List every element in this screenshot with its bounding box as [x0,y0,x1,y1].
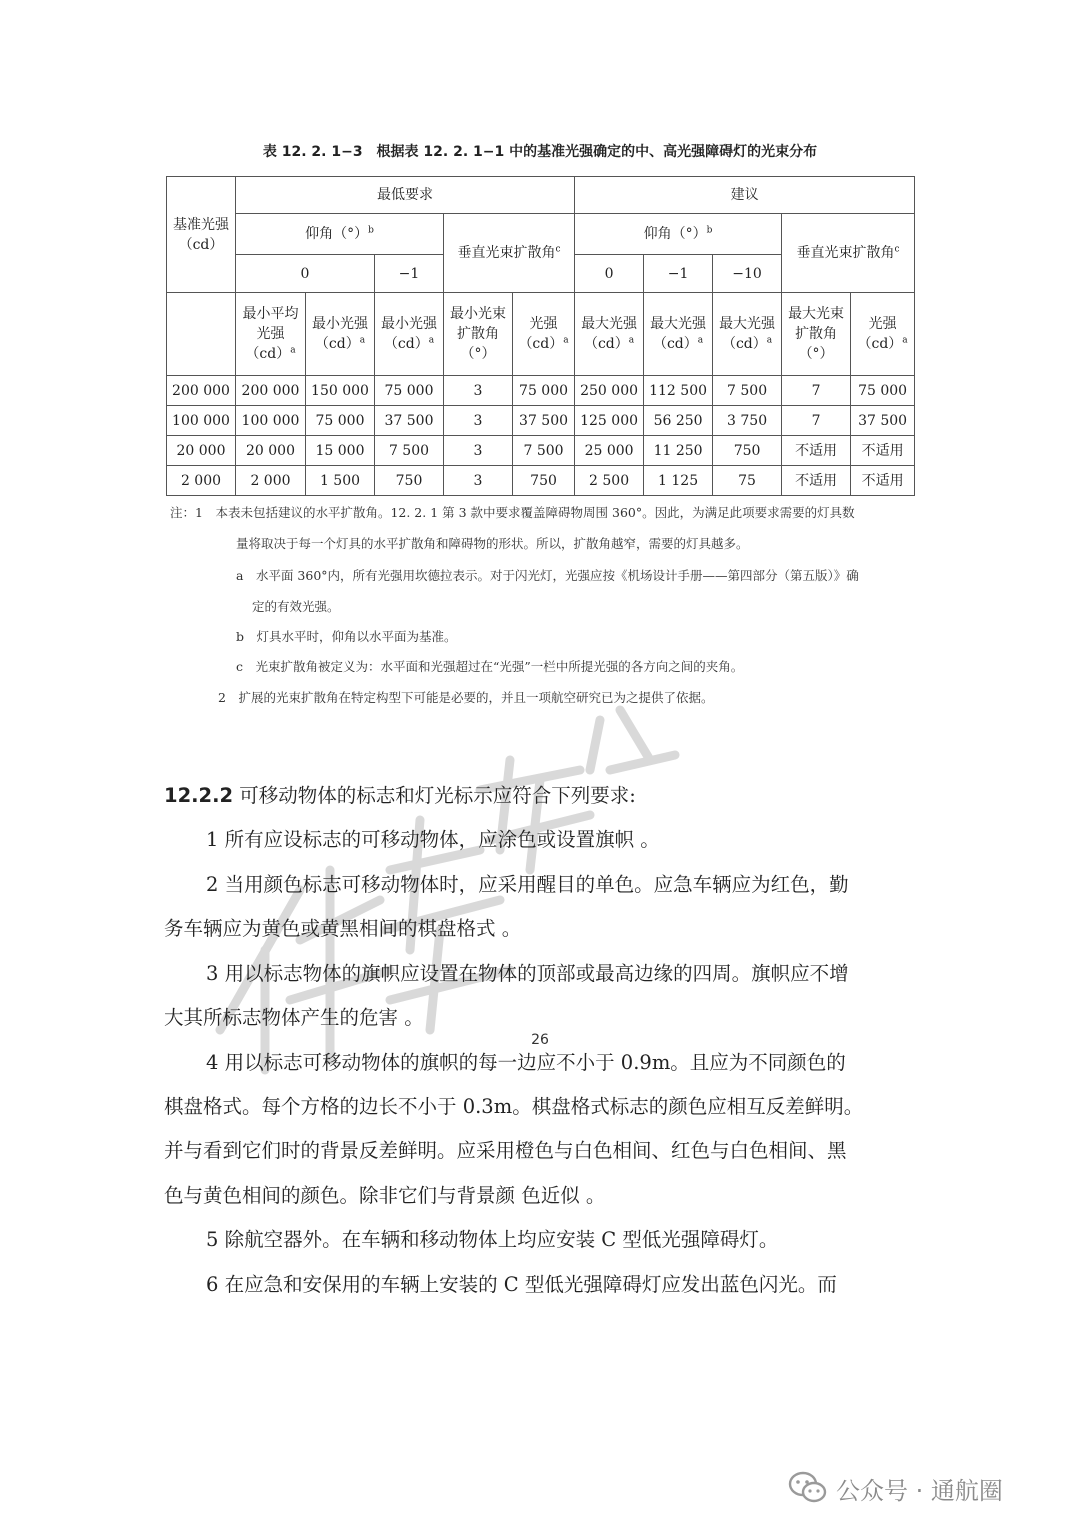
table-row [167,406,915,436]
item-2-line-1: 2 当用颜色标志可移动物体时，应采用醒目的单色。应急车辆应为红色，勤 [206,873,849,896]
table-cell: 7 [782,376,851,406]
elevation-rec-header: 仰角（°）$^b$ [575,214,782,255]
table-cell: 20 000 [167,436,236,466]
table-cell: 100 000 [167,406,236,436]
table-cell: 7 [782,406,851,436]
item-2-line-2: 务车辆应为黄色或黄黑相间的棋盘格式 。 [164,917,522,940]
table-cell: 25 000 [575,436,644,466]
table-cell: 75 000 [306,406,375,436]
table-cell: 150 000 [306,376,375,406]
note-c: c 光束扩散角被定义为：水平面和光强超过在“光强”一栏中所提光强的各方向之间的夹角。 [236,659,744,674]
table-cell: 3 [444,406,513,436]
wechat-brand [788,1468,1003,1508]
wechat-icon [788,1470,828,1506]
sub-max-spread: 最大光束 扩散角 （°） [782,293,851,376]
min-requirements-header: 最低要求 [236,177,575,214]
table-cell: 750 [713,436,782,466]
table-cell: 200 000 [236,376,306,406]
vspread-rec-header: 垂直光束扩散角$^c$ [782,214,915,293]
table-cell: 2 500 [575,466,644,496]
table-cell: 750 [375,466,444,496]
item-4-line-1: 4 用以标志可移动物体的旗帜的每一边应不小于 0.9m。且应为不同颜色的 [206,1051,846,1074]
elev-rec-neg10: −10 [713,255,782,293]
table-cell: 不适用 [782,436,851,466]
elev-rec-neg1: −1 [644,255,713,293]
note-b: b 灯具水平时，仰角以水平面为基准。 [236,629,457,644]
sub-min-avg: 最小平均 光强 （cd）$^a$ [236,293,306,376]
item-1: 1 所有应设标志的可移动物体，应涂色或设置旗帜 。 [206,828,660,851]
table-cell: 20 000 [236,436,306,466]
table-cell: 2 000 [167,466,236,496]
table-cell: 7 500 [713,376,782,406]
item-4-line-3: 并与看到它们时的背景反差鲜明。应采用橙色与白色相间、红色与白色相间、黑 [164,1139,847,1162]
table-cell: 37 500 [375,406,444,436]
table-row [167,436,915,466]
page-number: 26 [531,1032,549,1048]
sub-header-empty [167,293,236,376]
table-cell: 37 500 [513,406,575,436]
table-cell: 1 500 [306,466,375,496]
vspread-min-header: 垂直光束扩散角$^c$ [444,214,575,293]
table-cell: 11 250 [644,436,713,466]
sub-min-int-0: 最小光强 （cd）$^a$ [306,293,375,376]
table-cell: 75 000 [851,376,915,406]
item-3-line-1: 3 用以标志物体的旗帜应设置在物体的顶部或最高边缘的四周。旗帜应不增 [206,962,849,985]
table-cell: 75 000 [375,376,444,406]
table-cell: 125 000 [575,406,644,436]
note-1-line-2: 量将取决于每一个灯具的水平扩散角和障碍物的形状。所以，扩散角越窄，需要的灯具越多。 [236,536,749,551]
table-cell: 15 000 [306,436,375,466]
note-a-line-2: 定的有效光强。 [252,599,340,614]
table-cell: 3 750 [713,406,782,436]
recommended-header: 建议 [575,177,915,214]
note-2: 2 扩展的光束扩散角在特定构型下可能是必要的，并且一项航空研究已为之提供了依据。 [218,690,714,705]
light-distribution-table [166,176,915,496]
table-cell: 3 [444,436,513,466]
table-cell: 7 500 [375,436,444,466]
table-cell: 2 000 [236,466,306,496]
table-cell: 1 125 [644,466,713,496]
sub-max-int-0: 最大光强 （cd）$^a$ [575,293,644,376]
item-5: 5 除航空器外。在车辆和移动物体上均应安装 C 型低光强障碍灯。 [206,1228,779,1251]
item-4-line-2: 棋盘格式。每个方格的边长不小于 0.3m。棋盘格式标志的颜色应相互反差鲜明。 [164,1095,864,1118]
table-cell: 不适用 [782,466,851,496]
table-cell: 750 [513,466,575,496]
sub-intensity-rec: 光强 （cd）$^a$ [851,293,915,376]
item-6: 6 在应急和安保用的车辆上安装的 C 型低光强障碍灯应发出蓝色闪光。而 [206,1273,837,1296]
note-1-line-1: 注：1 本表未包括建议的水平扩散角。12. 2. 1 第 3 款中要求覆盖障碍物周围 360°。因此，为满足此项要求需要的灯具数 [170,505,855,520]
table-cell: 不适用 [851,436,915,466]
elevation-min-header: 仰角（°）$^b$ [236,214,444,255]
elev-min-neg1: −1 [375,255,444,293]
sub-min-int-1: 最小光强 （cd）$^a$ [375,293,444,376]
item-3-line-2: 大其所标志物体产生的危害 。 [164,1006,424,1029]
item-4-line-4: 色与黄色相间的颜色。除非它们与背景颜 色近似 。 [164,1184,606,1207]
table-cell: 200 000 [167,376,236,406]
table-cell: 7 500 [513,436,575,466]
note-a-line-1: a 水平面 360°内，所有光强用坎德拉表示。对于闪光灯，光强应按《机场设计手册——第四部分（第五版）》确 [236,568,859,583]
table-cell: 75 000 [513,376,575,406]
table-cell: 37 500 [851,406,915,436]
sub-max-int-10: 最大光强 （cd）$^a$ [713,293,782,376]
table-cell: 250 000 [575,376,644,406]
section-heading: 12.2.2 可移动物体的标志和灯光标示应符合下列要求: [164,784,636,807]
brand-text: 公众号 · 通航圈 [836,1476,1003,1505]
table-cell: 56 250 [644,406,713,436]
table-row [167,376,915,406]
table-cell: 100 000 [236,406,306,436]
table-cell: 不适用 [851,466,915,496]
table-title: 表 12. 2. 1−3 根据表 12. 2. 1−1 中的基准光强确定的中、高光强障碍灯的光束分布 [262,144,818,160]
table-cell: 3 [444,466,513,496]
sub-min-spread: 最小光束 扩散角 （°） [444,293,513,376]
table-row [167,466,915,496]
sub-intensity-min: 光强 （cd）$^a$ [513,293,575,376]
elev-min-0: 0 [236,255,375,293]
elev-rec-0: 0 [575,255,644,293]
table-cell: 3 [444,376,513,406]
base-intensity-header: 基准光强 （cd） [167,177,236,293]
table-cell: 112 500 [644,376,713,406]
sub-max-int-1: 最大光强 （cd）$^a$ [644,293,713,376]
table-cell: 75 [713,466,782,496]
